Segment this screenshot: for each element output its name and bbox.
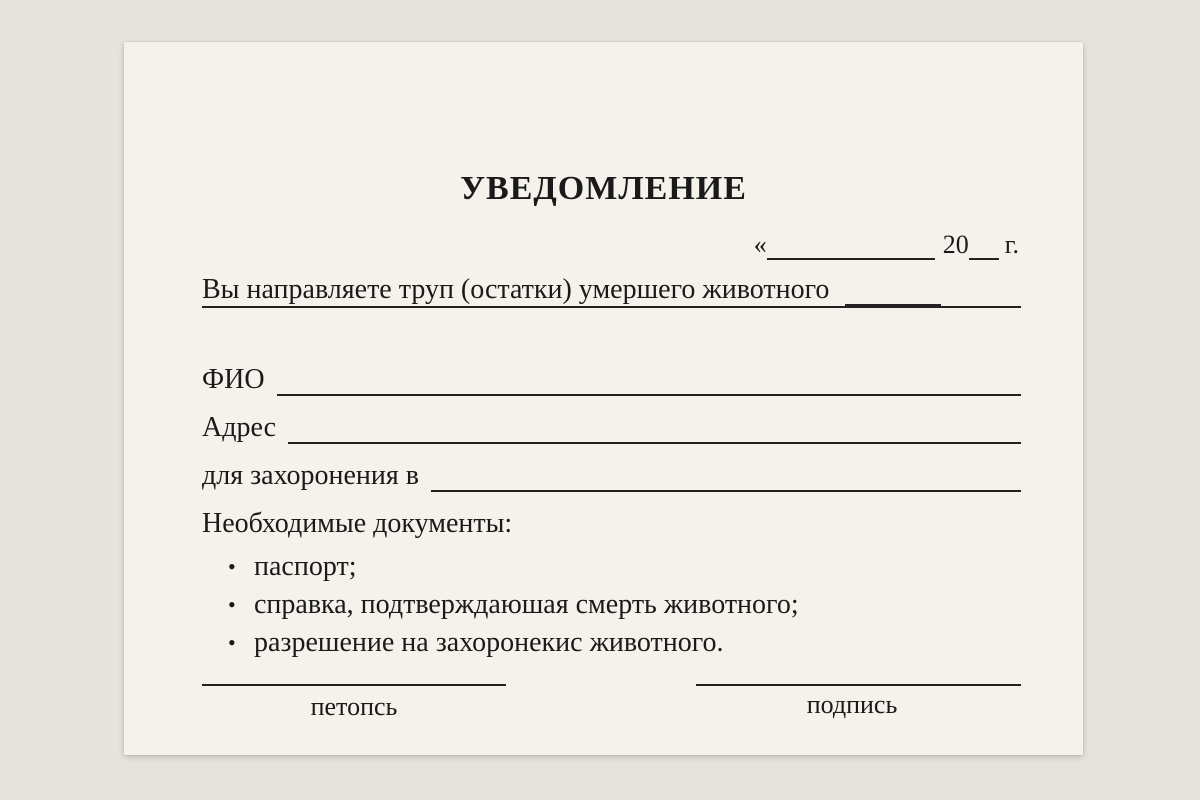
docs-list (228, 548, 799, 662)
fio-label: ФИО (202, 364, 265, 395)
date-row (754, 230, 1019, 260)
left-signature-label: петопсь (310, 692, 398, 721)
animal-field[interactable] (845, 276, 941, 306)
burial-field[interactable] (431, 462, 1021, 492)
fio-row (202, 364, 1021, 396)
list-item-text: паспорт; (254, 551, 357, 582)
right-signature-label: подпись (806, 690, 898, 719)
date-year-suffix: г. (1004, 230, 1019, 259)
list-item (228, 586, 799, 624)
address-label: Адрес (202, 412, 277, 443)
animal-row (202, 274, 1021, 306)
animal-label: Вы направляете труп (остатки) умершего животного (202, 274, 830, 305)
animal-continuation-field[interactable] (202, 306, 1021, 308)
bullet-icon: • (228, 630, 236, 655)
docs-heading: Необходимые документы: (202, 508, 513, 539)
left-signature-field[interactable] (202, 684, 506, 686)
date-year-blank[interactable] (969, 232, 999, 260)
page-title: УВЕДОМЛЕНИЕ (460, 170, 747, 207)
bullet-icon: • (228, 554, 236, 579)
list-item-text: справка, подтверждаюшая смерть животного; (254, 589, 799, 620)
burial-label: для захоронения в (202, 460, 419, 491)
date-year-prefix: 20 (942, 230, 969, 259)
address-row (202, 412, 1021, 444)
notice-card (124, 42, 1083, 755)
address-field[interactable] (288, 414, 1021, 444)
fio-field[interactable] (277, 366, 1021, 396)
list-item (228, 548, 799, 586)
list-item (228, 624, 799, 662)
date-open-quote: « (753, 230, 767, 259)
list-item-text: разрешение на захоронекис животного. (254, 627, 724, 658)
burial-row (202, 460, 1021, 492)
bullet-icon: • (228, 592, 236, 617)
date-day-month-blank[interactable] (767, 232, 935, 260)
right-signature-field[interactable] (696, 684, 1021, 686)
